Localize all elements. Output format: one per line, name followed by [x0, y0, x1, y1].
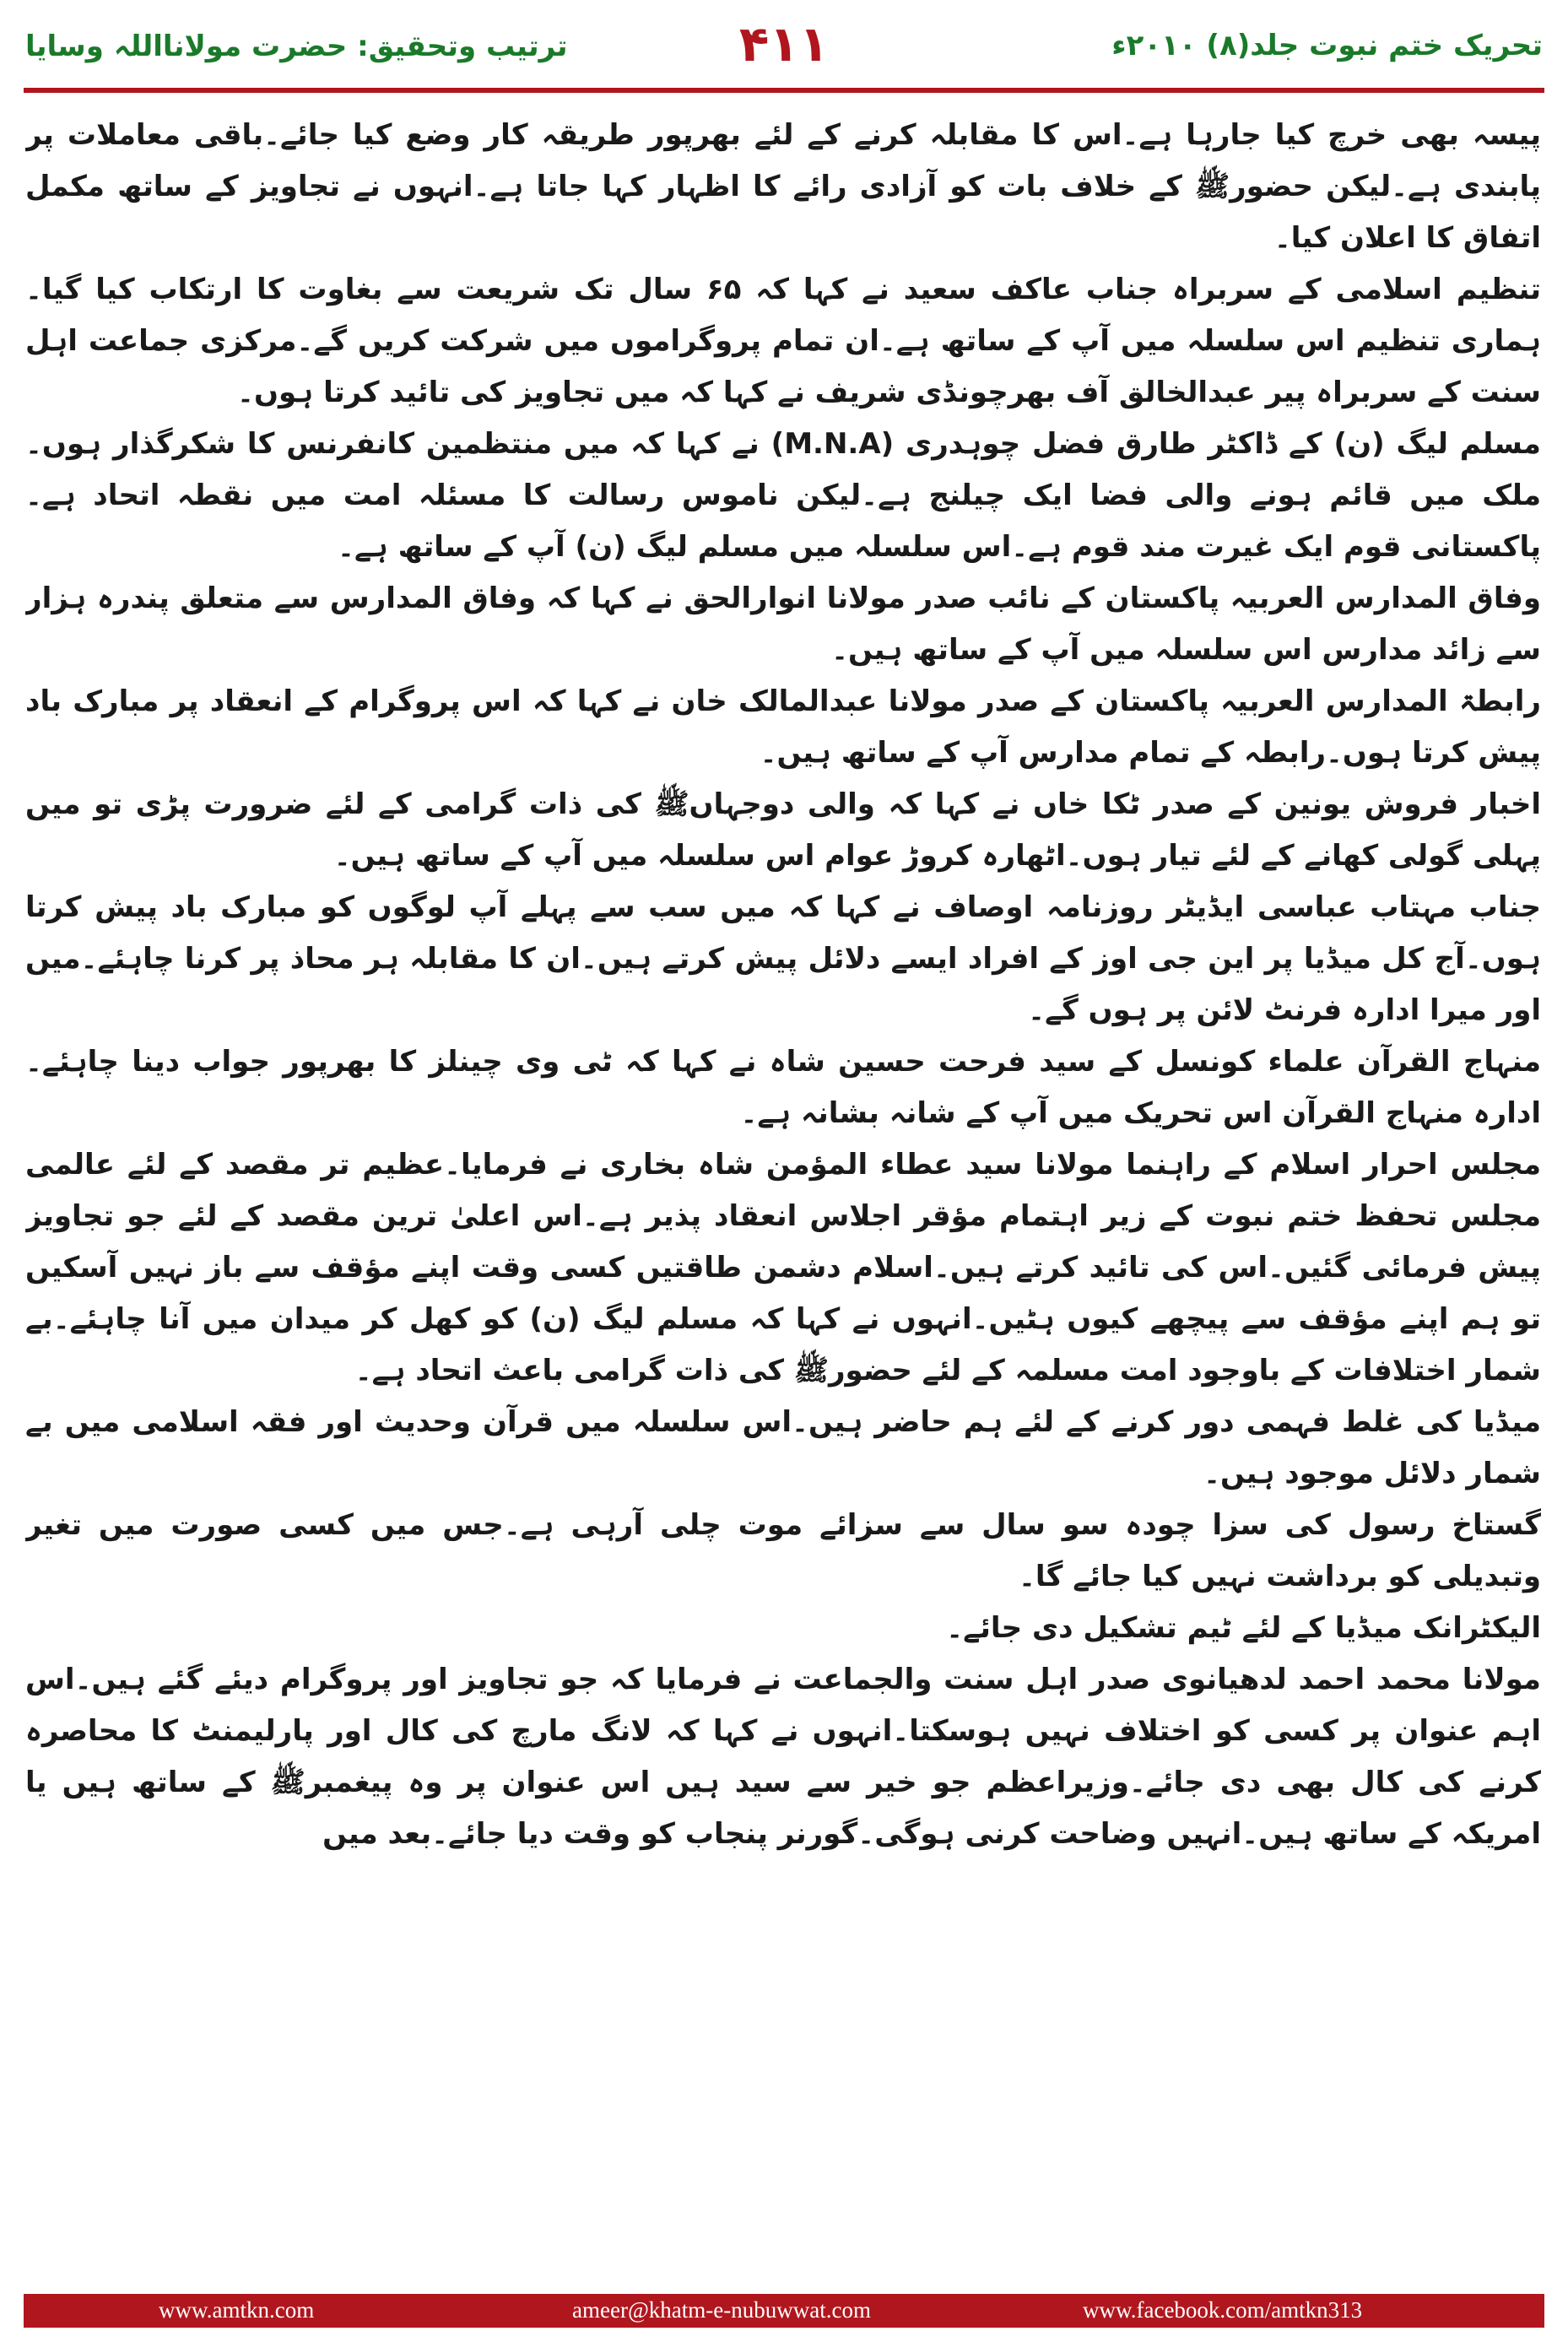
paragraph: مولانا محمد احمد لدھیانوی صدر اہل سنت والجماعت نے فرمایا کہ جو تجاویز اور پروگرام دیئے گئے ہیں۔اس اہم عنوان پر کسی کو اختلاف نہیں ہوسکتا۔انہوں نے کہا کہ لانگ مارچ کی کال اور پارلیمنٹ کا محاصرہ کرنے کی کال بھی دی جائے۔وزیراعظم جو خیر سے سید ہیں اس عنوان پر وہ پیغمبرﷺ کے ساتھ ہیں یا امریکہ کے ساتھ ہیں۔انہیں وضاحت کرنی ہوگی۔گورنر پنجاب کو وقت دیا جائے۔بعد میں [25, 1663, 1541, 1851]
header-divider [24, 88, 1544, 93]
website-link[interactable]: www.amtkn.com [159, 2297, 315, 2323]
paragraph: وفاق المدارس العربیہ پاکستان کے نائب صدر مولانا انوارالحق نے کہا کہ وفاق المدارس سے متعلق پندرہ ہزار سے زائد مدارس اس سلسلہ میں آپ کے ساتھ ہیں۔ [25, 581, 1541, 667]
paragraph: تنظیم اسلامی کے سربراہ جناب عاکف سعید نے کہا کہ ۶۵ سال تک شریعت سے بغاوت کا ارتکاب کیا گیا۔ہماری تنظیم اس سلسلہ میں آپ کے ساتھ ہے۔ان تمام پروگراموں میں شرکت کریں گے۔مرکزی جماعت اہل سنت کے سربراہ پیر عبدالخالق آف بھرچونڈی شریف نے کہا کہ میں تجاویز کی تائید کرتا ہوں۔ [25, 273, 1541, 409]
page-footer [24, 2294, 1544, 2328]
page-header [0, 0, 1568, 93]
page-number: ۴۱۱ [738, 15, 830, 73]
paragraph: مسلم لیگ (ن) کے ڈاکٹر طارق فضل چوہدری (M.N.A) نے کہا کہ میں منتظمین کانفرنس کا شکرگذار ہوں۔ملک میں قائم ہونے والی فضا ایک چیلنج ہے۔لیکن ناموس رسالت کا مسئلہ امت میں نقطہ اتحاد ہے۔پاکستانی قوم ایک غیرت مند قوم ہے۔اس سلسلہ میں مسلم لیگ (ن) آپ کے ساتھ ہے۔ [25, 427, 1541, 564]
paragraph: اخبار فروش یونین کے صدر ٹکا خاں نے کہا کہ والی دوجہاںﷺ کی ذات گرامی کے لئے ضرورت پڑی تو میں پہلی گولی کھانے کے لئے تیار ہوں۔اٹھارہ کروڑ عوام اس سلسلہ میں آپ کے ساتھ ہیں۔ [25, 787, 1541, 873]
header-book-title: تحریک ختم نبوت جلد(۸) ۲۰۱۰ء [1111, 29, 1543, 62]
email-link[interactable]: ameer@khatm-e-nubuwwat.com [572, 2297, 871, 2323]
paragraph: پیسہ بھی خرچ کیا جارہا ہے۔اس کا مقابلہ کرنے کے لئے بھرپور طریقہ کار وضع کیا جائے۔باقی معاملات پر پابندی ہے۔لیکن حضورﷺ کے خلاف بات کو آزادی رائے کا اظہار کہا جاتا ہے۔انہوں نے تجاویز کے ساتھ مکمل اتفاق کا اعلان کیا۔ [25, 118, 1541, 255]
facebook-link[interactable]: www.facebook.com/amtkn313 [1083, 2297, 1363, 2323]
paragraph: رابطۃ المدارس العربیہ پاکستان کے صدر مولانا عبدالمالک خان نے کہا کہ اس پروگرام کے انعقاد پر مبارک باد پیش کرتا ہوں۔رابطہ کے تمام مدارس آپ کے ساتھ ہیں۔ [25, 684, 1541, 770]
paragraph: جناب مہتاب عباسی ایڈیٹر روزنامہ اوصاف نے کہا کہ میں سب سے پہلے آپ لوگوں کو مبارک باد پیش کرتا ہوں۔آج کل میڈیا پر این جی اوز کے افراد ایسے دلائل پیش کرتے ہیں۔ان کا مقابلہ ہر محاذ پر کرنا چاہئے۔میں اور میرا ادارہ فرنٹ لائن پر ہوں گے۔ [25, 890, 1541, 1027]
paragraph: میڈیا کی غلط فہمی دور کرنے کے لئے ہم حاضر ہیں۔اس سلسلہ میں قرآن وحدیث اور فقہ اسلامی میں بے شمار دلائل موجود ہیں۔ [25, 1405, 1541, 1490]
paragraph: گستاخ رسول کی سزا چودہ سو سال سے سزائے موت چلی آرہی ہے۔جس میں کسی صورت میں تغیر وتبدیلی کو برداشت نہیں کیا جائے گا۔ [25, 1508, 1541, 1593]
page-body [25, 110, 1541, 2274]
paragraph: منہاج القرآن علماء کونسل کے سید فرحت حسین شاہ نے کہا کہ ٹی وی چینلز کا بھرپور جواب دینا چاہئے۔ادارہ منہاج القرآن اس تحریک میں آپ کے شانہ بشانہ ہے۔ [25, 1045, 1541, 1130]
paragraph: مجلس احرار اسلام کے راہنما مولانا سید عطاء المؤمن شاہ بخاری نے فرمایا۔عظیم تر مقصد کے لئے عالمی مجلس تحفظ ختم نبوت کے زیر اہتمام مؤقر اجلاس انعقاد پذیر ہے۔اس اعلیٰ ترین مقصد کے لئے جو تجاویز پیش فرمائی گئیں۔اس کی تائید کرتے ہیں۔اسلام دشمن طاقتیں کسی وقت اپنے مؤقف سے باز نہیں آسکیں تو ہم اپنے مؤقف سے پیچھے کیوں ہٹیں۔انہوں نے کہا کہ مسلم لیگ (ن) کو کھل کر میدان میں آنا چاہئے۔بے شمار اختلافات کے باوجود امت مسلمہ کے لئے حضورﷺ کی ذات گرامی باعث اتحاد ہے۔ [25, 1148, 1541, 1387]
header-author: ترتیب وتحقیق: حضرت مولانااللہ وسایا [25, 30, 568, 63]
paragraph: الیکٹرانک میڈیا کے لئے ٹیم تشکیل دی جائے۔ [946, 1611, 1541, 1645]
